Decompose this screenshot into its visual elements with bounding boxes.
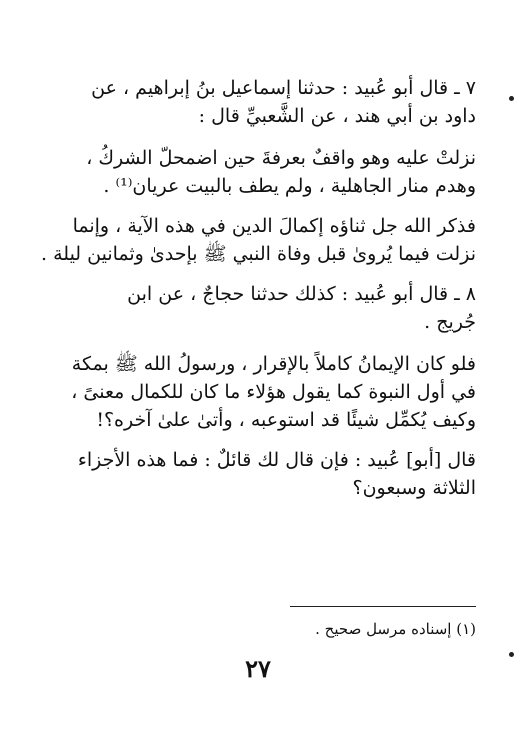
text-line: في أول النبوة كما يقول هؤلاء ما كان للكمال معنىً ، xyxy=(71,381,476,403)
paragraph-gap xyxy=(40,200,476,212)
footnote-separator xyxy=(290,606,476,607)
text-line: نزلت فيما يُروىٰ قبل وفاة النبي ﷺ بإحدىٰ وثمانين ليلة . xyxy=(41,243,476,265)
paragraph-gap xyxy=(40,268,476,280)
edge-speck xyxy=(509,96,514,101)
footnote: (١) إسناده مرسل صحيح . xyxy=(315,620,476,638)
page-number: ٢٧ xyxy=(245,654,271,683)
text-line: نزلتْ عليه وهو واقفٌ بعرفةَ حين اضمحلّ الشركُ ، xyxy=(86,147,476,169)
text-line: الثلاثة وسبعون؟ xyxy=(352,477,476,499)
text-line: وكيف يُكمِّل شيئًا قد استوعبه ، وأتىٰ علىٰ آخره؟! xyxy=(96,409,476,431)
text-line: داود بن أبي هند ، عن الشَّعبيِّ قال : xyxy=(198,105,476,127)
paragraph-gap xyxy=(40,336,476,350)
text-line: فذكر الله جل ثناؤه إكمالَ الدين في هذه الآية ، وإنما xyxy=(72,215,476,237)
text-line: جُريج . xyxy=(424,311,476,333)
text-line: ٨ ـ قال أبو عُبيد : كذلك حدثنا حجاجٌ ، عن ابن xyxy=(127,283,476,305)
main-text xyxy=(40,74,476,502)
text-line: فلو كان الإيمانُ كاملاً بالإقرار ، ورسولُ الله ﷺ بمكة xyxy=(71,353,476,375)
text-line: قال [أبو] عُبيد : فإن قال لك قائلٌ : فما هذه الأجزاء xyxy=(77,449,476,471)
edge-speck xyxy=(509,652,514,657)
text-line: وهدم منار الجاهلية ، ولم يطف بالبيت عريان⁽¹⁾ . xyxy=(103,175,476,197)
paragraph-gap xyxy=(40,434,476,446)
text-line: ٧ ـ قال أبو عُبيد : حدثنا إسماعيل بنُ إبراهيم ، عن xyxy=(91,77,476,99)
paragraph-gap xyxy=(40,130,476,144)
